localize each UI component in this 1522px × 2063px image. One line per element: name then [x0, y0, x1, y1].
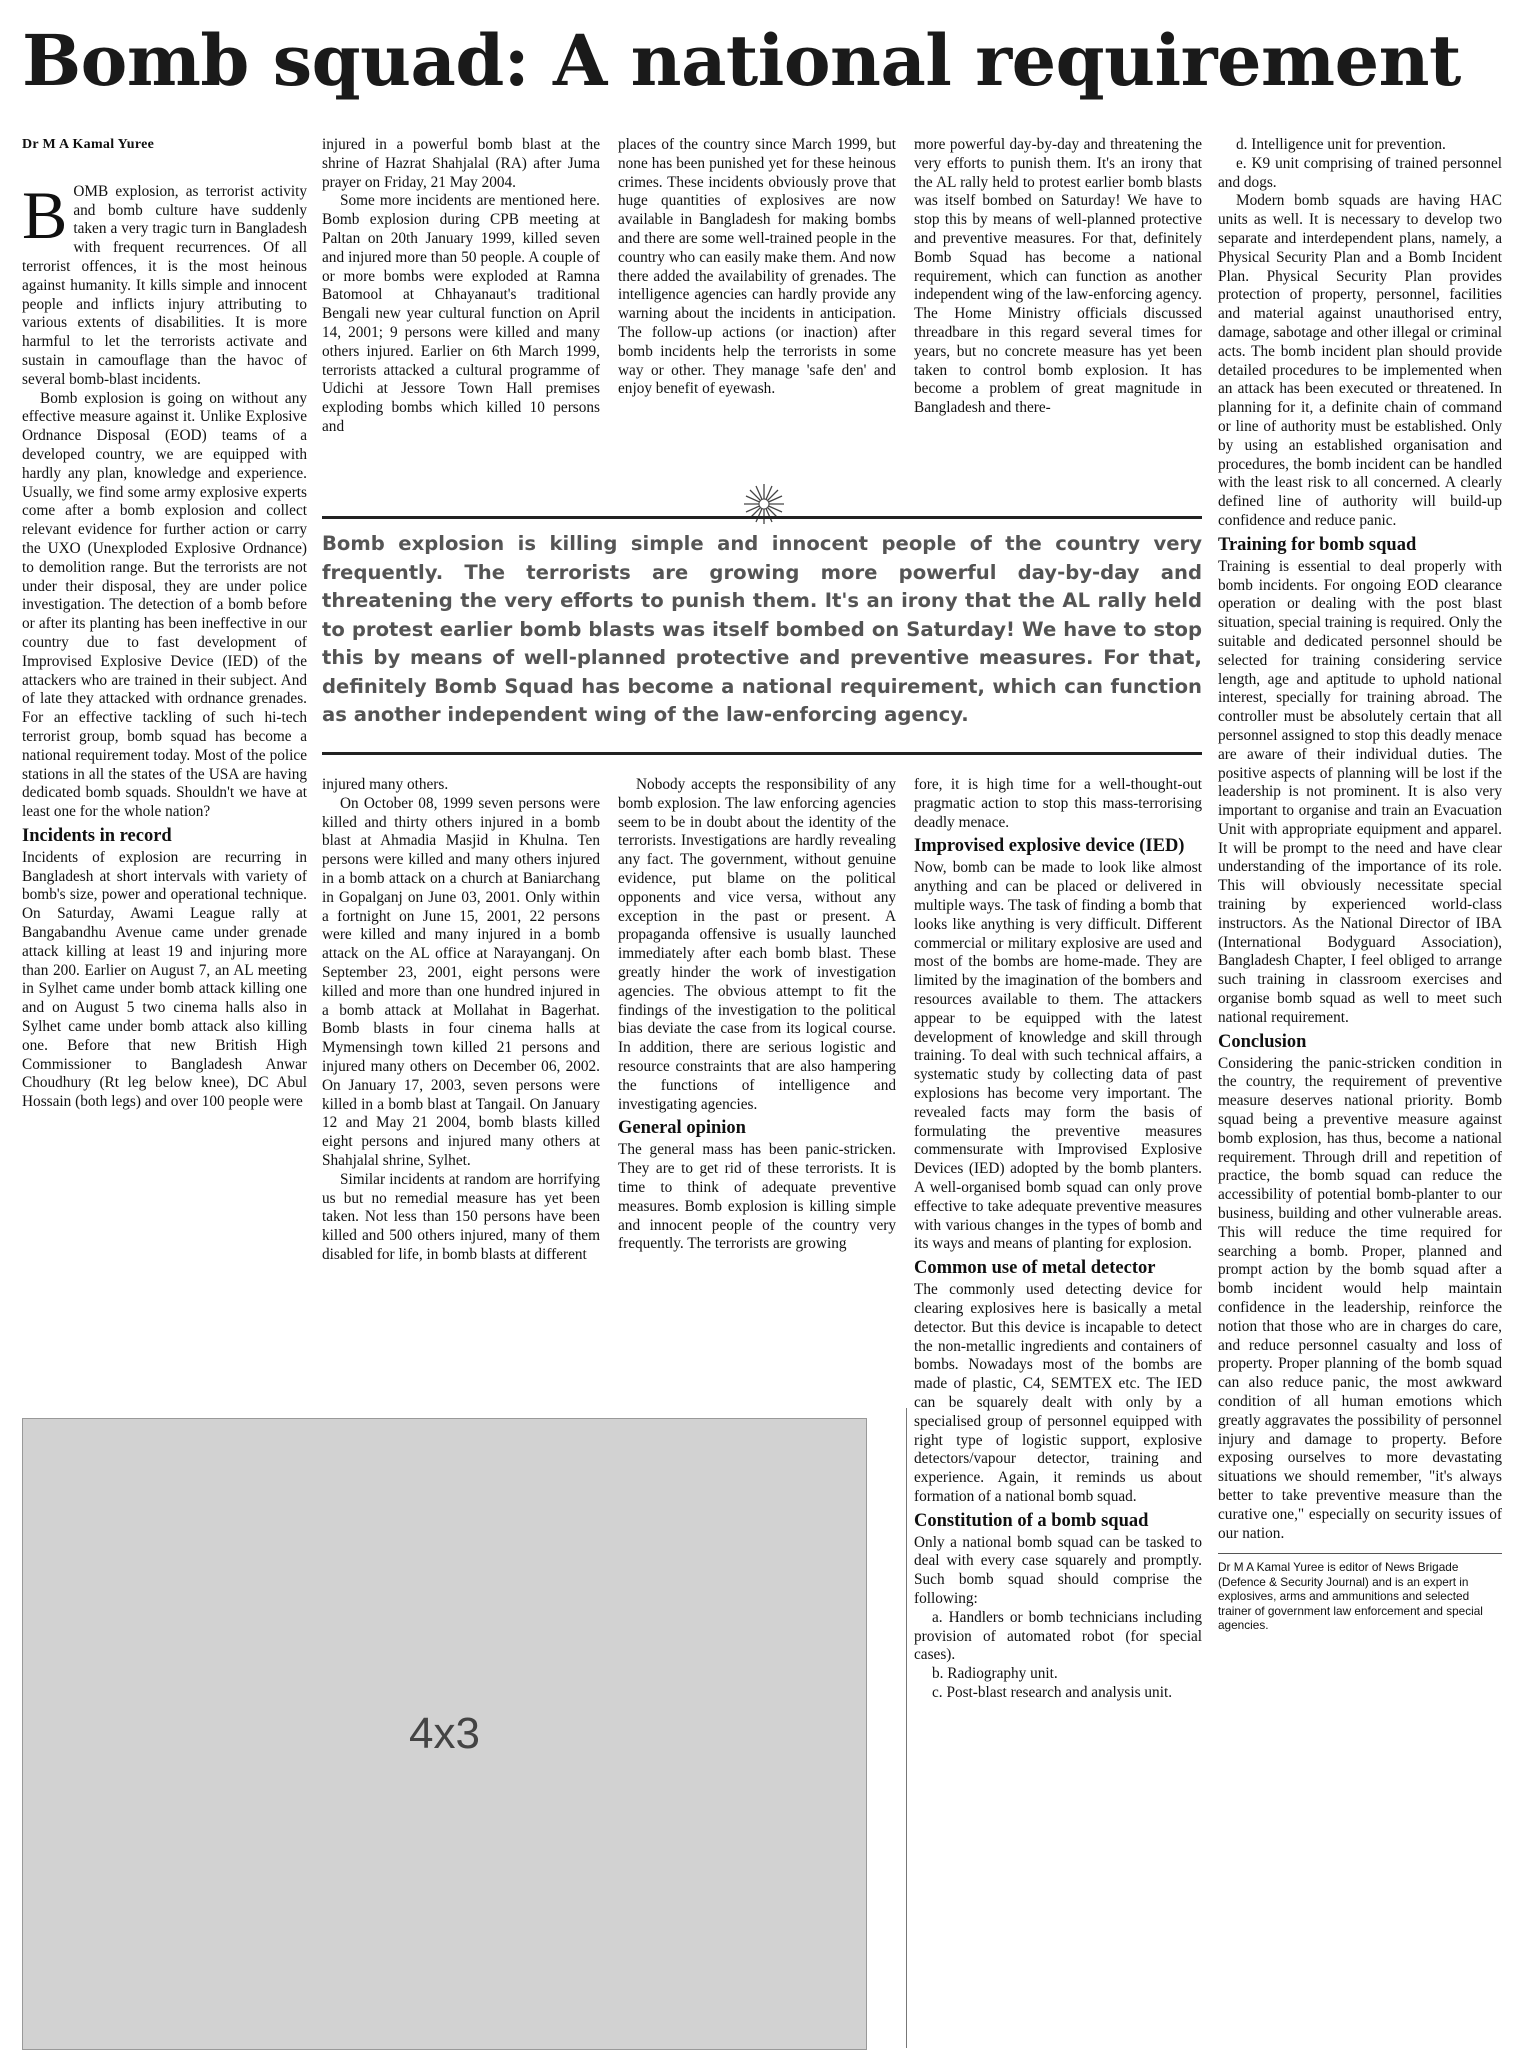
- paragraph: fore, it is high time for a well-thought-out pragmatic action to stop this mass-terrorising deadly menace.: [914, 776, 1202, 831]
- headline: Bomb squad: A national requirement: [22, 19, 1461, 102]
- author-footnote: Dr M A Kamal Yuree is editor of News Brigade (Defence & Security Journal) and is an expert in explosives, arms and ammunitions and selected trainer of government law enforcement and special agencies.: [1218, 1560, 1483, 1633]
- column-3-top: [618, 136, 896, 488]
- column-5: [1218, 136, 1502, 2056]
- paragraph: The general mass has been panic-stricken. They are to get rid of these terrorists. It is time to think of adequate preventive measures. Bomb explosion is killing simple and innocent people of the country very frequently. The terrorists are growing: [618, 1141, 896, 1253]
- photo-placeholder-label: 4x3: [409, 1709, 480, 1758]
- list-item: e. K9 unit comprising of trained personnel and dogs.: [1218, 154, 1502, 191]
- list-item: c. Post-blast research and analysis unit.: [932, 1684, 1173, 1702]
- column-divider: [906, 1408, 907, 2048]
- paragraph: Some more incidents are mentioned here. Bomb explosion during CPB meeting at Paltan on 20th January 1999, killed seven and injured more than 50 people. A couple of or more bombs were exploded at Ramna Batomool at Chhayanaut's traditional Bengali new year cultural function on April 14, 2001; 9 persons were killed and many others injured. Earlier on 6th March 1999, terrorists attacked a cultural programme of Udichi at Jessore Town Hall premises exploding bombs which killed 10 persons and: [322, 192, 600, 435]
- drop-cap: B: [22, 176, 68, 253]
- section-heading: Common use of metal detector: [914, 1258, 1156, 1279]
- section-heading: Training for bomb squad: [1218, 534, 1417, 555]
- column-4-top: [914, 136, 1202, 488]
- paragraph: The commonly used detecting device for clearing explosives here is basically a metal detector. But this device is incapable to detect the non-metallic ingredients and containers of bombs. Nowadays most of the bombs are made of plastic, C4, SEMTEX etc. The IED can be squarely dealt with only by a specialised group of personnel equipped with right type of logistic support, explosive detectors/vapour detector, training and experience. Again, it reminds us about formation of a national bomb squad.: [914, 1281, 1202, 1505]
- paragraph: injured many others.: [322, 776, 449, 793]
- paragraph: Nobody accepts the responsibility of any bomb explosion. The law enforcing agencies seem to be in doubt about the identity of the terrorists. Investigations are hardly revealing any fact. The government, without genuine evidence, put blame on the political opponents and vice versa, without any exception in the past or present. A propaganda offensive is usually launched immediately after each bomb blast. These greatly hinder the work of investigation agencies. The obvious attempt to fit the findings of the investigation to the political bias deviate the case from its logical course. In addition, there are serious logistic and resource constraints that are also hampering the functions of intelligence and investigating agencies.: [618, 776, 896, 1113]
- section-heading: General opinion: [618, 1118, 746, 1139]
- lead-paragraph-text: OMB explosion, as terrorist activity and bomb culture have suddenly taken a very tragic turn in Bangladesh with frequent recurrences. Of all terrorist offences, it is the most heinous against humanity. It kills simple and innocent people and inflicts injury attributing to various extents of disabilities. It is more harmful to let the terrorists activate and sustain in camouflage than the havoc of several bomb-blast incidents.: [22, 182, 307, 388]
- pullquote-rule-bottom: [322, 752, 1202, 755]
- paragraph: more powerful day-by-day and threatening the very efforts to punish them. It's an irony that the AL rally held to protest earlier bomb blasts was itself bombed on Saturday! We have to stop this by means of well-planned protective and preventive measures. For that, definitely Bomb Squad has become a national requirement, which can function as another independent wing of the law-enforcing agency. The Home Ministry officials discussed threadbare in this regard several times for years, but no concrete measure has yet been taken to control bomb explosion. It has become a problem of great magnitude in Bangladesh and there-: [914, 136, 1202, 417]
- section-heading: Improvised explosive device (IED): [914, 836, 1185, 857]
- column-4-bottom: [914, 776, 1202, 2056]
- paragraph: Training is essential to deal properly with bomb incidents. For ongoing EOD clearance operation or dealing with the post blast situation, special training is required. Only the suitable and dedicated personnel should be selected for training considering service length, age and aptitude to uphold national interest, specially for training abroad. The controller must be absolutely certain that all personnel assigned to stop this deadly menace are aware of their individual duties. The positive aspects of planning will be lost if the leadership is not prominent. It is also very important to organise and train an Evacuation Unit with appropriate equipment and apparel. It will be prompt to the need and have clear understanding of the importance of its role. This will obviously necessitate special training by experienced world-class instructors. As the National Director of IBA (International Bodyguard Association), Bangladesh Chapter, I feel obliged to arrange such training in classroom exercises and organise bomb squad as well to meet such national requirement.: [1218, 557, 1502, 1026]
- lead-paragraph: [22, 176, 307, 390]
- section-heading: Conclusion: [1218, 1031, 1307, 1052]
- paragraph: Only a national bomb squad can be tasked to deal with every case squarely and promptly. Such bomb squad should comprise the following:: [914, 1533, 1202, 1608]
- pullquote-rule-top: [322, 516, 1202, 519]
- paragraph: places of the country since March 1999, but none has been punished yet for these heinous crimes. These incidents obviously prove that huge quantities of explosives are now available in Bangladesh for making bombs and there are some well-trained people in the country who can easily make them. And now there added the availability of grenades. The intelligence agencies can hardly provide any warning about the incidents in anticipation. The follow-up actions (or inaction) after bomb incidents help the terrorists in some way or other. They manage 'safe den' and enjoy benefit of eyewash.: [618, 136, 896, 398]
- footnote-rule: [1218, 1553, 1502, 1554]
- column-3-bottom: [618, 776, 896, 1412]
- paragraph: Incidents of explosion are recurring in Bangladesh at short intervals with variety of bomb's size, power and operational technique. On Saturday, Awami League rally at Bangabandhu Avenue came under grenade attack killing at least 19 and injuring more than 200. Earlier on August 7, an AL meeting in Sylhet came under bomb attack killing one and on August 5 two cinema halls also in Sylhet came under bomb attack also killing one. Before that new British High Commissioner to Bangladesh Anwar Choudhury (Rt leg below knee), DC Abul Hossain (both legs) and over 100 people were: [22, 848, 307, 1111]
- column-2-bottom: [322, 776, 600, 1412]
- paragraph: Considering the panic-stricken condition in the country, the requirement of preventive measure deserves national priority. Bomb squad being a preventive measure against bomb explosion, has thus, become a national requirement. Through drill and repetition of practice, the bomb squad can reduce the accessibility of potential bomb-planter to our business, building and other vulnerable areas. This will reduce the time required for searching a bomb. Proper, planned and prompt action by the bomb squad after a bomb incident would help maintain confidence in the leadership, reinforce the notion that those who are in charges do care, and reduce personnel casualty and loss of property. Proper planning of the bomb squad can also reduce panic, the most awkward condition of all human emotions which greatly aggravates the possibility of personnel injury and damage to property. Before exposing ourselves to more devastating situations we should remember, "it's always better to take preventive measure than the curative one," especially on security issues of our nation.: [1218, 1054, 1502, 1542]
- paragraph: Similar incidents at random are horrifying us but no remedial measure has yet been taken. Not less than 150 persons have been killed and 500 others injured, many of them disabled for life, in bomb blasts at different: [322, 1170, 600, 1263]
- pull-quote: Bomb explosion is killing simple and innocent people of the country very frequently. The terrorists are growing more powerful day-by-day and threatening the very efforts to punish them. It's an irony that the AL rally held to protest earlier bomb blasts was itself bombed on Saturday! We have to stop this by means of well-planned protective and preventive measures. For that, definitely Bomb Squad has become a national requirement, which can function as another independent wing of the law-enforcing agency.: [322, 532, 1202, 726]
- section-heading: Incidents in record: [22, 825, 172, 846]
- list-item: b. Radiography unit.: [932, 1665, 1058, 1683]
- byline: Dr M A Kamal Yuree: [22, 137, 155, 152]
- list-item: a. Handlers or bomb technicians including provision of automated robot (for special cases).: [914, 1608, 1202, 1664]
- column-2-top: [322, 136, 600, 488]
- section-heading: Constitution of a bomb squad: [914, 1510, 1149, 1531]
- paragraph: On October 08, 1999 seven persons were killed and thirty others injured in a bomb blast at Ahmadia Masjid in Khulna. Ten persons were killed and many others injured in a bomb attack on a church at Baniarchang in Gopalganj on June 03, 2001. Only within a fortnight on June 15, 2001, 22 persons were killed and many injured in a bomb attack on the AL office at Narayanganj. On September 23, 2001, eight persons were killed and more than one hundred injured in a bomb attack at Mollahat in Bagerhat. Bomb blasts in four cinema halls at Mymensingh town killed 21 persons and injured many others on December 06, 2002. On January 17, 2003, seven persons were killed in a bomb blast at Tangail. On January 12 and May 21 2004, bomb blasts killed eight persons and injured many others at Shahjalal shrine, Sylhet.: [322, 794, 600, 1169]
- paragraph: Bomb explosion is going on without any effective measure against it. Unlike Explosive Ordnance Disposal (EOD) teams of a developed country, we are equipped with hardly any plan, knowledge and experience. Usually, we find some army explosive experts come after a bomb explosion and collect relevant evidence for further action or carry the UXO (Unexploded Explosive Ordnance) to demolition range. But the terrorists are not under their disposal, they are under police investigation. The detection of a bomb before or after its planting has been ineffective in our country due to fast development of Improvised Explosive Device (IED) of the attackers who are trained in their subject. And of late they attacked with ordnance grenades. For an effective tackling of such hi-tech terrorist group, bomb squad has become a national requirement today. Most of the police stations in all the states of the USA are having dedicated bomb squads. Shouldn't we have at least one for the whole nation?: [22, 389, 307, 821]
- list-item: d. Intelligence unit for prevention.: [1236, 136, 1446, 153]
- photo-placeholder: [22, 1418, 867, 2050]
- paragraph: injured in a powerful bomb blast at the shrine of Hazrat Shahjalal (RA) after Juma prayer on Friday, 21 May 2004.: [322, 136, 600, 191]
- paragraph: Now, bomb can be made to look like almost anything and can be placed or delivered in multiple ways. The task of finding a bomb that looks like anything is very difficult. Different commercial or military explosive are used and most of the bombs are home-made. They are limited by the imagination of the bombers and resources available to them. The attackers appear to be equipped with the latest development of knowledge and skill through training. To deal with such technical affairs, a systematic study by collecting data of past explosions has become very important. The revealed facts may form the basis of formulating the preventive measures commensurate with Improvised Explosive Devices (IED) adopted by the bomb planters. A well-organised bomb squad can only prove effective to take adequate preventive measures with various changes in the types of bomb and its ways and means of planting for explosion.: [914, 859, 1202, 1253]
- column-1: [22, 136, 307, 1416]
- starburst-icon: [742, 482, 786, 526]
- paragraph: Modern bomb squads are having HAC units as well. It is necessary to develop two separate and interdependent plans, namely, a Physical Security Plan and a Bomb Incident Plan. Physical Security Plan provides protection of property, personnel, facilities and material against unauthorised entry, damage, sabotage and other illegal or criminal acts. The bomb incident plan should provide detailed procedures to be implemented when an attack has been executed or threatened. In planning for it, a definite chain of command or line of authority must be established. Only by using an established organisation and procedures, the bomb incident can be handled with the least risk to all concerned. A clearly defined line of authority will build-up confidence and reduce panic.: [1218, 192, 1502, 529]
